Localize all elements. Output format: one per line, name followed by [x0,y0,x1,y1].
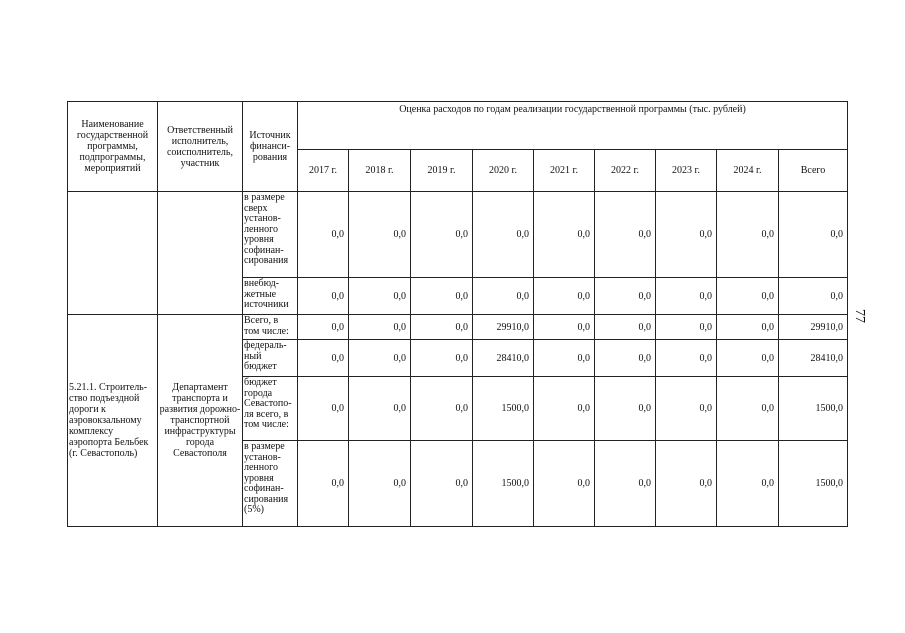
value-cell: 0,0 [411,377,473,441]
value-cell: 0,0 [595,340,656,377]
value-cell: 0,0 [534,192,595,278]
value-cell: 29910,0 [473,315,534,340]
header-executor: Ответственный исполнитель, соисполнитель, участник [158,102,243,192]
value-cell: 0,0 [717,377,779,441]
source-cell: в размере установ-ленного уровня софинан-сирования (5%) [243,441,298,527]
value-cell: 0,0 [411,278,473,315]
value-cell: 0,0 [717,278,779,315]
value-cell: 29910,0 [779,315,848,340]
source-cell: бюджет города Севастопо-ля всего, в том числе: [243,377,298,441]
value-cell: 0,0 [656,377,717,441]
value-cell: 0,0 [349,192,411,278]
value-cell: 0,0 [298,315,349,340]
header-source: Источник финанси-рования [243,102,298,192]
value-cell: 0,0 [656,441,717,527]
value-cell: 28410,0 [473,340,534,377]
value-cell: 0,0 [349,377,411,441]
value-cell: 0,0 [298,340,349,377]
value-cell: 0,0 [779,278,848,315]
source-cell: Всего, в том числе: [243,315,298,340]
value-cell: 0,0 [717,340,779,377]
value-cell: 0,0 [656,192,717,278]
executor-cell-empty [158,192,243,315]
value-cell: 0,0 [298,278,349,315]
value-cell: 0,0 [717,441,779,527]
source-cell: в размере сверх установ-ленного уровня софинан-сирования [243,192,298,278]
value-cell: 0,0 [779,192,848,278]
value-cell: 0,0 [298,441,349,527]
header-year: 2020 г. [473,150,534,192]
value-cell: 0,0 [595,278,656,315]
value-cell: 0,0 [534,315,595,340]
header-year: 2024 г. [717,150,779,192]
table-row [68,315,848,340]
value-cell: 0,0 [717,192,779,278]
header-year: 2017 г. [298,150,349,192]
value-cell: 0,0 [411,441,473,527]
value-cell: 1500,0 [473,377,534,441]
value-cell: 0,0 [411,315,473,340]
header-name: Наименование государственной программы, подпрограммы, мероприятий [68,102,158,192]
header-year: 2018 г. [349,150,411,192]
page-number: 77 [852,309,867,323]
value-cell: 1500,0 [779,441,848,527]
event-executor: Департамент транспорта и развития дорожно-транспортной инфраструктуры города Севастополя [158,315,243,527]
header-year: 2023 г. [656,150,717,192]
budget-table [67,101,848,527]
header-year: 2019 г. [411,150,473,192]
value-cell: 28410,0 [779,340,848,377]
value-cell: 0,0 [656,315,717,340]
name-cell-empty [68,192,158,315]
header-year: 2021 г. [534,150,595,192]
header-total: Всего [779,150,848,192]
value-cell: 0,0 [349,441,411,527]
value-cell: 0,0 [298,192,349,278]
value-cell: 0,0 [534,340,595,377]
value-cell: 0,0 [656,340,717,377]
value-cell: 0,0 [349,315,411,340]
value-cell: 0,0 [534,377,595,441]
table-row [68,192,848,278]
value-cell: 0,0 [411,340,473,377]
value-cell: 0,0 [595,315,656,340]
value-cell: 0,0 [411,192,473,278]
value-cell: 0,0 [473,278,534,315]
source-cell: федераль-ный бюджет [243,340,298,377]
value-cell: 1500,0 [779,377,848,441]
value-cell: 0,0 [534,441,595,527]
value-cell: 0,0 [298,377,349,441]
value-cell: 1500,0 [473,441,534,527]
value-cell: 0,0 [534,278,595,315]
source-cell: внебюд-жетные источники [243,278,298,315]
value-cell: 0,0 [595,441,656,527]
header-expenses: Оценка расходов по годам реализации государственной программы (тыс. рублей) [298,102,848,150]
value-cell: 0,0 [595,192,656,278]
value-cell: 0,0 [349,278,411,315]
value-cell: 0,0 [595,377,656,441]
value-cell: 0,0 [349,340,411,377]
value-cell: 0,0 [717,315,779,340]
header-year: 2022 г. [595,150,656,192]
value-cell: 0,0 [473,192,534,278]
value-cell: 0,0 [656,278,717,315]
event-name: 5.21.1. Строитель-ство подъездной дороги к аэровокзальному комплексу аэропорта Бельбек (г. Севастополь) [68,315,158,527]
